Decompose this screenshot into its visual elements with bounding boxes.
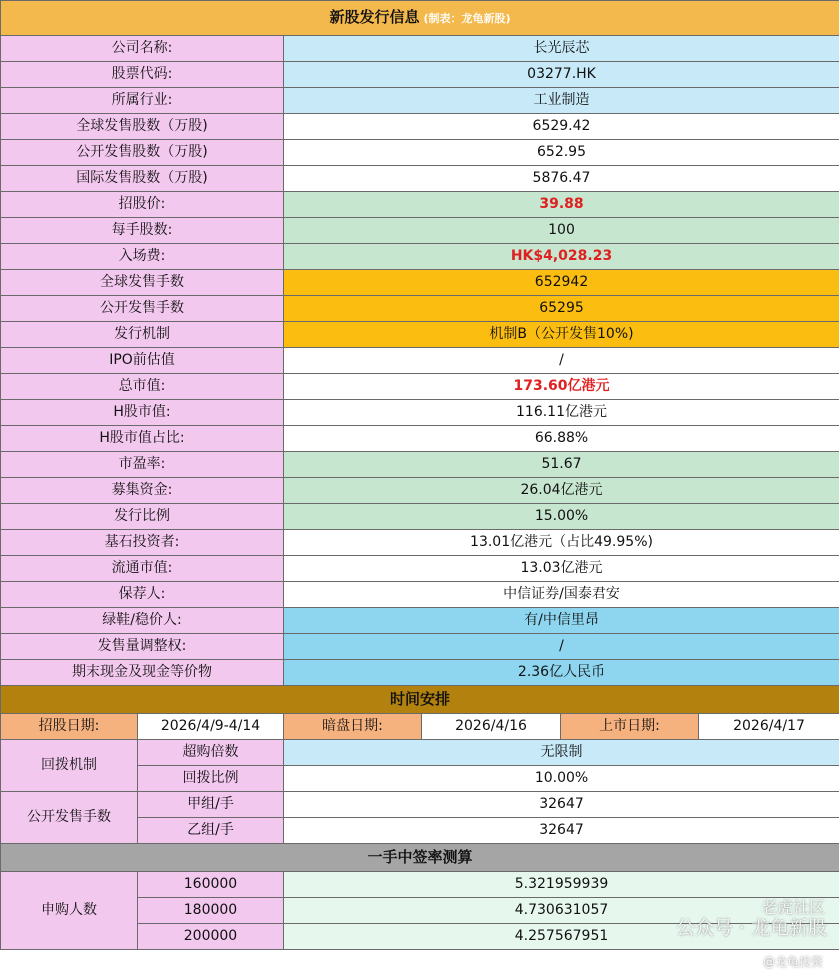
row-label-global-shares: 全球发售股数（万股) <box>1 114 284 140</box>
row-value-public-shares: 652.95 <box>284 140 839 166</box>
table-row <box>1 322 839 348</box>
table-row <box>1 582 839 608</box>
row-value-industry: 工业制造 <box>284 88 839 114</box>
table-row <box>1 114 839 140</box>
win-rate-value: 5.321959939 <box>284 872 839 898</box>
clawback-label: 回拨机制 <box>1 740 138 792</box>
win-rate-value: 4.730631057 <box>284 898 839 924</box>
row-label-upsize-option: 发售量调整权: <box>1 634 284 660</box>
row-label-mechanism: 发行机制 <box>1 322 284 348</box>
row-label-company-name: 公司名称: <box>1 36 284 62</box>
table-row <box>1 608 839 634</box>
group-a-label: 甲组/手 <box>138 792 284 818</box>
table-row <box>1 296 839 322</box>
estimate-section-header: 一手中签率测算 <box>1 844 839 872</box>
table-row <box>1 140 839 166</box>
grey-market-date-label: 暗盘日期: <box>284 714 422 740</box>
row-value-global-shares: 6529.42 <box>284 114 839 140</box>
clawback-ratio-label: 回拨比例 <box>138 766 284 792</box>
table-row <box>1 660 839 686</box>
table-row <box>1 244 839 270</box>
row-value-sponsor: 中信证券/国泰君安 <box>284 582 839 608</box>
row-value-mechanism: 机制B（公开发售10%) <box>284 322 839 348</box>
table-row <box>1 792 839 818</box>
community-watermark: 老虎社区 <box>760 898 825 917</box>
group-a-value: 32647 <box>284 792 839 818</box>
applicants-count: 160000 <box>138 872 284 898</box>
row-label-pre-ipo-valuation: IPO前估值 <box>1 348 284 374</box>
row-label-industry: 所属行业: <box>1 88 284 114</box>
row-value-cornerstone: 13.01亿港元（占比49.95%) <box>284 530 839 556</box>
table-row <box>1 634 839 660</box>
applicants-count: 180000 <box>138 898 284 924</box>
listing-date-label: 上市日期: <box>561 714 699 740</box>
table-row <box>1 426 839 452</box>
row-label-funds-raised: 募集资金: <box>1 478 284 504</box>
row-value-company-name: 长光辰芯 <box>284 36 839 62</box>
row-value-market-cap: 173.60亿港元 <box>284 374 839 400</box>
row-label-market-cap: 总市值: <box>1 374 284 400</box>
table-row <box>1 192 839 218</box>
table-row <box>1 166 839 192</box>
row-label-greenshoe: 绿鞋/稳价人: <box>1 608 284 634</box>
row-label-stock-code: 股票代码: <box>1 62 284 88</box>
grey-market-date-value: 2026/4/16 <box>422 714 561 740</box>
table-row <box>1 218 839 244</box>
row-value-upsize-option: / <box>284 634 839 660</box>
table-row <box>1 530 839 556</box>
applicants-label: 申购人数 <box>1 872 138 950</box>
group-b-value: 32647 <box>284 818 839 844</box>
row-label-cash: 期末现金及现金等价物 <box>1 660 284 686</box>
row-value-entry-fee: HK$4,028.23 <box>284 244 839 270</box>
subscribe-date-label: 招股日期: <box>1 714 138 740</box>
table-title-text: 新股发行信息 <box>329 8 420 26</box>
row-value-stock-code: 03277.HK <box>284 62 839 88</box>
row-label-offer-price: 招股价: <box>1 192 284 218</box>
row-label-pe-ratio: 市盈率: <box>1 452 284 478</box>
row-value-greenshoe: 有/中信里昂 <box>284 608 839 634</box>
row-label-intl-shares: 国际发售股数（万股) <box>1 166 284 192</box>
table-row <box>1 88 839 114</box>
row-value-intl-shares: 5876.47 <box>284 166 839 192</box>
row-value-issue-ratio: 15.00% <box>284 504 839 530</box>
table-row <box>1 62 839 88</box>
schedule-section-header: 时间安排 <box>1 686 839 714</box>
table-row <box>1 348 839 374</box>
win-rate-value: 4.257567951 <box>284 924 839 950</box>
table-row <box>1 36 839 62</box>
table-row <box>1 270 839 296</box>
subscribe-date-value: 2026/4/9-4/14 <box>138 714 284 740</box>
row-value-lot-size: 100 <box>284 218 839 244</box>
applicants-count: 200000 <box>138 924 284 950</box>
row-value-cash: 2.36亿人民币 <box>284 660 839 686</box>
listing-date-value: 2026/4/17 <box>699 714 839 740</box>
table-row <box>1 556 839 582</box>
clawback-ratio-value: 10.00% <box>284 766 839 792</box>
table-row <box>1 400 839 426</box>
table-row <box>1 374 839 400</box>
table-row <box>1 504 839 530</box>
schedule-row <box>1 714 839 740</box>
public-lots-label: 公开发售手数 <box>1 792 138 844</box>
oversubscription-label: 超购倍数 <box>138 740 284 766</box>
row-value-h-share-ratio: 66.88% <box>284 426 839 452</box>
row-value-h-share-cap: 116.11亿港元 <box>284 400 839 426</box>
group-b-label: 乙组/手 <box>138 818 284 844</box>
row-value-pe-ratio: 51.67 <box>284 452 839 478</box>
row-value-public-lots: 65295 <box>284 296 839 322</box>
row-label-sponsor: 保荐人: <box>1 582 284 608</box>
row-label-public-lots: 公开发售手数 <box>1 296 284 322</box>
oversubscription-value: 无限制 <box>284 740 839 766</box>
row-label-lot-size: 每手股数: <box>1 218 284 244</box>
row-label-cornerstone: 基石投资者: <box>1 530 284 556</box>
row-value-global-lots: 652942 <box>284 270 839 296</box>
table-subtitle: (制表：龙龟新股) <box>423 12 511 25</box>
row-label-entry-fee: 入场费: <box>1 244 284 270</box>
table-row <box>1 478 839 504</box>
row-label-global-lots: 全球发售手数 <box>1 270 284 296</box>
row-label-float-cap: 流通市值: <box>1 556 284 582</box>
row-label-h-share-ratio: H股市值占比: <box>1 426 284 452</box>
row-label-h-share-cap: H股市值: <box>1 400 284 426</box>
official-account-watermark: 公众号 · 龙龟新股 <box>675 917 827 939</box>
row-value-pre-ipo-valuation: / <box>284 348 839 374</box>
table-row <box>1 452 839 478</box>
table-row <box>1 872 839 898</box>
row-label-public-shares: 公开发售股数（万股) <box>1 140 284 166</box>
row-value-funds-raised: 26.04亿港元 <box>284 478 839 504</box>
row-value-offer-price: 39.88 <box>284 192 839 218</box>
handle-watermark: @龙龟投资 <box>762 955 823 969</box>
table-row <box>1 740 839 766</box>
table-title <box>1 1 839 36</box>
row-label-issue-ratio: 发行比例 <box>1 504 284 530</box>
row-value-float-cap: 13.03亿港元 <box>284 556 839 582</box>
